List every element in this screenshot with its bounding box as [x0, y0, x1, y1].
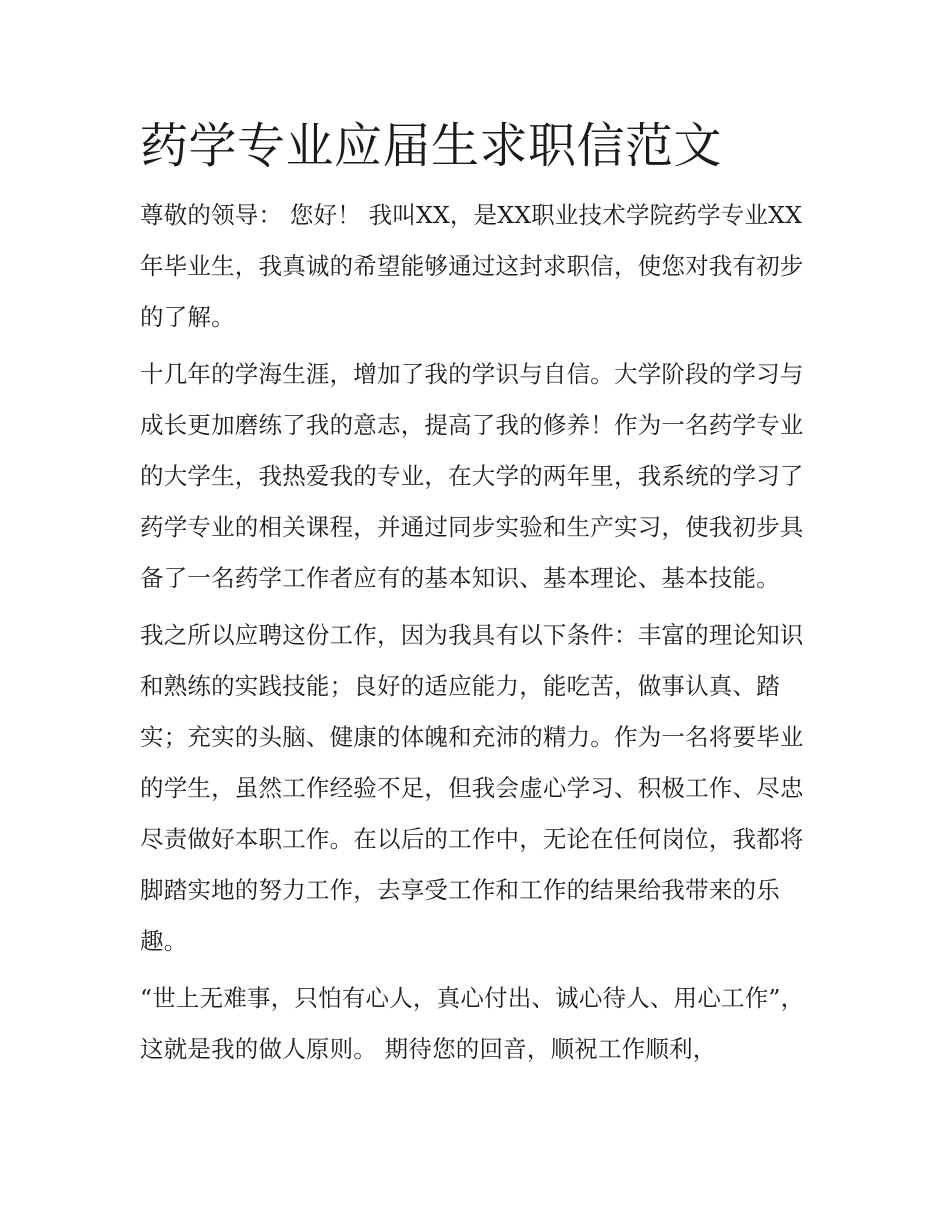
document-title: 药学专业应届生求职信范文 — [140, 118, 723, 174]
paragraph-education: 十几年的学海生涯，增加了我的学识与自信。大学阶段的学习与成长更加磨练了我的意志，提高了我的修养！作为一名药学专业的大学生，我热爱我的专业，在大学的两年里，我系统的学习了药学专业的相关课程，并通过同步实验和生产实习，使我初步具备了一名药学工作者应有的基本知识、基本理论、基本技能。 — [140, 360, 804, 592]
paragraph-qualifications: 我之所以应聘这份工作，因为我具有以下条件：丰富的理论知识和熟练的实践技能；良好的适应能力，能吃苦，做事认真、踏实；充实的头脑、健康的体魄和充沛的精力。作为一名将要毕业的学生，虽然工作经验不足，但我会虚心学习、积极工作、尽忠尽责做好本职工作。在以后的工作中，无论在任何岗位，我都将脚踏实地的努力工作，去享受工作和工作的结果给我带来的乐趣。 — [140, 621, 804, 955]
paragraph-greeting: 尊敬的领导： 您好！ 我叫XX，是XX职业技术学院药学专业XX年毕业生，我真诚的希望能够通过这封求职信，使您对我有初步的了解。 — [140, 201, 804, 331]
paragraph-closing: “世上无难事，只怕有心人，真心付出、诚心待人、用心工作”，这就是我的做人原则。 期待您的回音，顺祝工作顺利， — [140, 984, 805, 1063]
document-body — [140, 108, 814, 1081]
